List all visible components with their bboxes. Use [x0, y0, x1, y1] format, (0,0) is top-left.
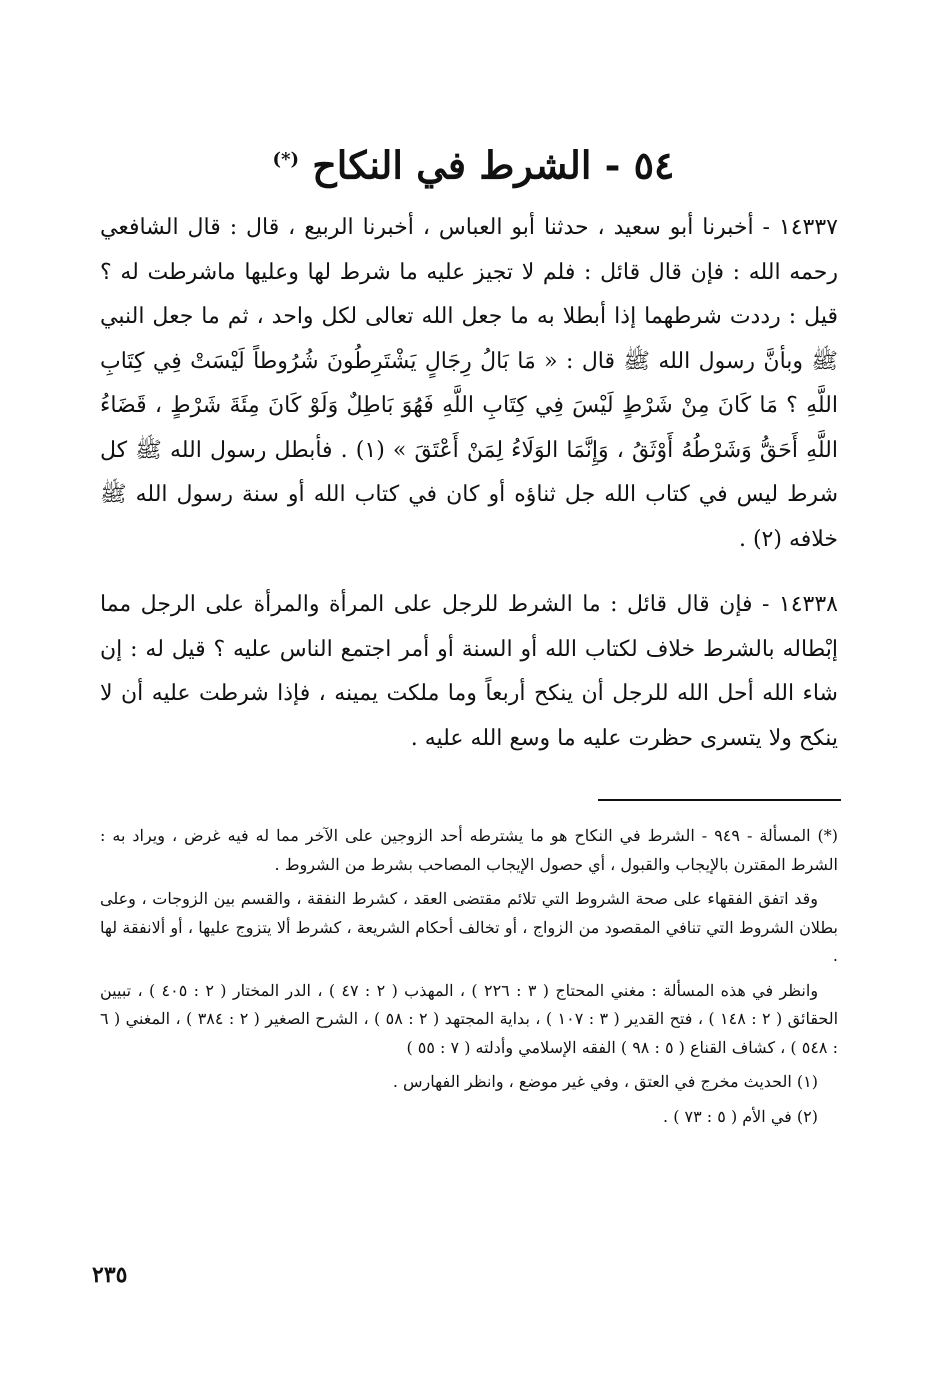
paragraph-14338: ١٤٣٣٨ - فإن قال قائل : ما الشرط للرجل على المرأة والمرأة على الرجل مما إبْطاله بالشرط خلاف لكتاب الله أو السنة أو أمر اجتمع الناس عليه ؟ قيل له : إن شاء الله أحل الله للرجل أن ينكح أربعاً وما ملكت يمينه ، فإذا شرطت عليه أن لا ينكح ولا يتسرى حظرت عليه ما وسع الله عليه .	[100, 592, 838, 751]
chapter-title-footnote-mark: (*)	[272, 149, 299, 170]
footnote-references: وانظر في هذه المسألة : مغني المحتاج ( ٣ : ٢٢٦ ) ، المهذب ( ٢ : ٤٧ ) ، الدر المختار ( ٢ : ٤٠٥ ) ، تبيين الحقائق ( ٢ : ١٤٨ ) ، فتح القدير ( ٣ : ١٠٧ ) ، بداية المجتهد ( ٢ : ٥٨ ) ، الشرح الصغير ( ٢ : ٣٨٤ ) ، المغني ( ٦ : ٥٤٨ ) ، كشاف القناع ( ٥ : ٩٨ ) الفقه الإسلامي وأدلته ( ٧ : ٥٥ )	[100, 980, 839, 1057]
chapter-title-text: ٥٤ - الشرط في النكاح	[312, 142, 675, 188]
paragraph-14337: ١٤٣٣٧ - أخبرنا أبو سعيد ، حدثنا أبو العباس ، أخبرنا الربيع ، قال : قال الشافعي رحمه الله : فإن قال قائل : فلم لا تجيز عليه ما شرط لها وعليها ماشرطت له ؟ قيل : رددت شرطهما إذا أبطلا به ما جعل الله تعالى لكل واحد ، ثم ما جعل النبي ﷺ وبأنَّ رسول الله ﷺ قال : « مَا بَالُ رِجَالٍ يَشْتَرِطُونَ شُرُوطاً لَيْسَتْ فِي كِتَابِ اللَّهِ ؟ مَا كَانَ مِنْ شَرْطٍ لَيْسَ فِي كِتَابِ اللَّهِ فَهُوَ بَاطِلٌ وَلَوْ كَانَ مِئَةَ شَرْطٍ ، قَضَاءُ اللَّهِ أَحَقُّ وَشَرْطُهُ أَوْثَقُ ، وَإِنَّمَا الوَلَاءُ لِمَنْ أَعْتَقَ » (١) . فأبطل رسول الله ﷺ كل شرط ليس في كتاب الله جل ثناؤه أو كان في كتاب الله أو سنة رسول الله ﷺ خلافه (٢) .	[100, 215, 839, 552]
footnotes-section	[100, 822, 838, 1137]
footnote-issue: (*) المسألة - ٩٤٩ - الشرط في النكاح هو ما يشترطه أحد الزوجين على الآخر مما له فيه غرض ، ويراد به : الشرط المقترن بالإيجاب والقبول ، أي حصول الإيجاب المصاحب بشرط من الشروط .	[100, 826, 838, 874]
footnote-2: (٢) في الأم ( ٥ : ٧٣ ) .	[663, 1106, 818, 1126]
footnote-separator	[598, 799, 841, 801]
chapter-title	[100, 128, 847, 198]
footnote-jurists-agreement: وقد اتفق الفقهاء على صحة الشروط التي تلائم مقتضى العقد ، كشرط النفقة ، والقسم بين الزوجات ، وعلى بطلان الشروط التي تنافي المقصود من الزواج ، أو تخالف أحكام الشريعة ، كشرط ألا يتزوج عليها ، أو ألانفقة لها .	[100, 889, 838, 965]
page-number: ٢٣٥	[92, 1262, 128, 1288]
footnote-1: (١) الحديث مخرج في العتق ، وفي غير موضع ، وانظر الفهارس .	[392, 1072, 818, 1091]
